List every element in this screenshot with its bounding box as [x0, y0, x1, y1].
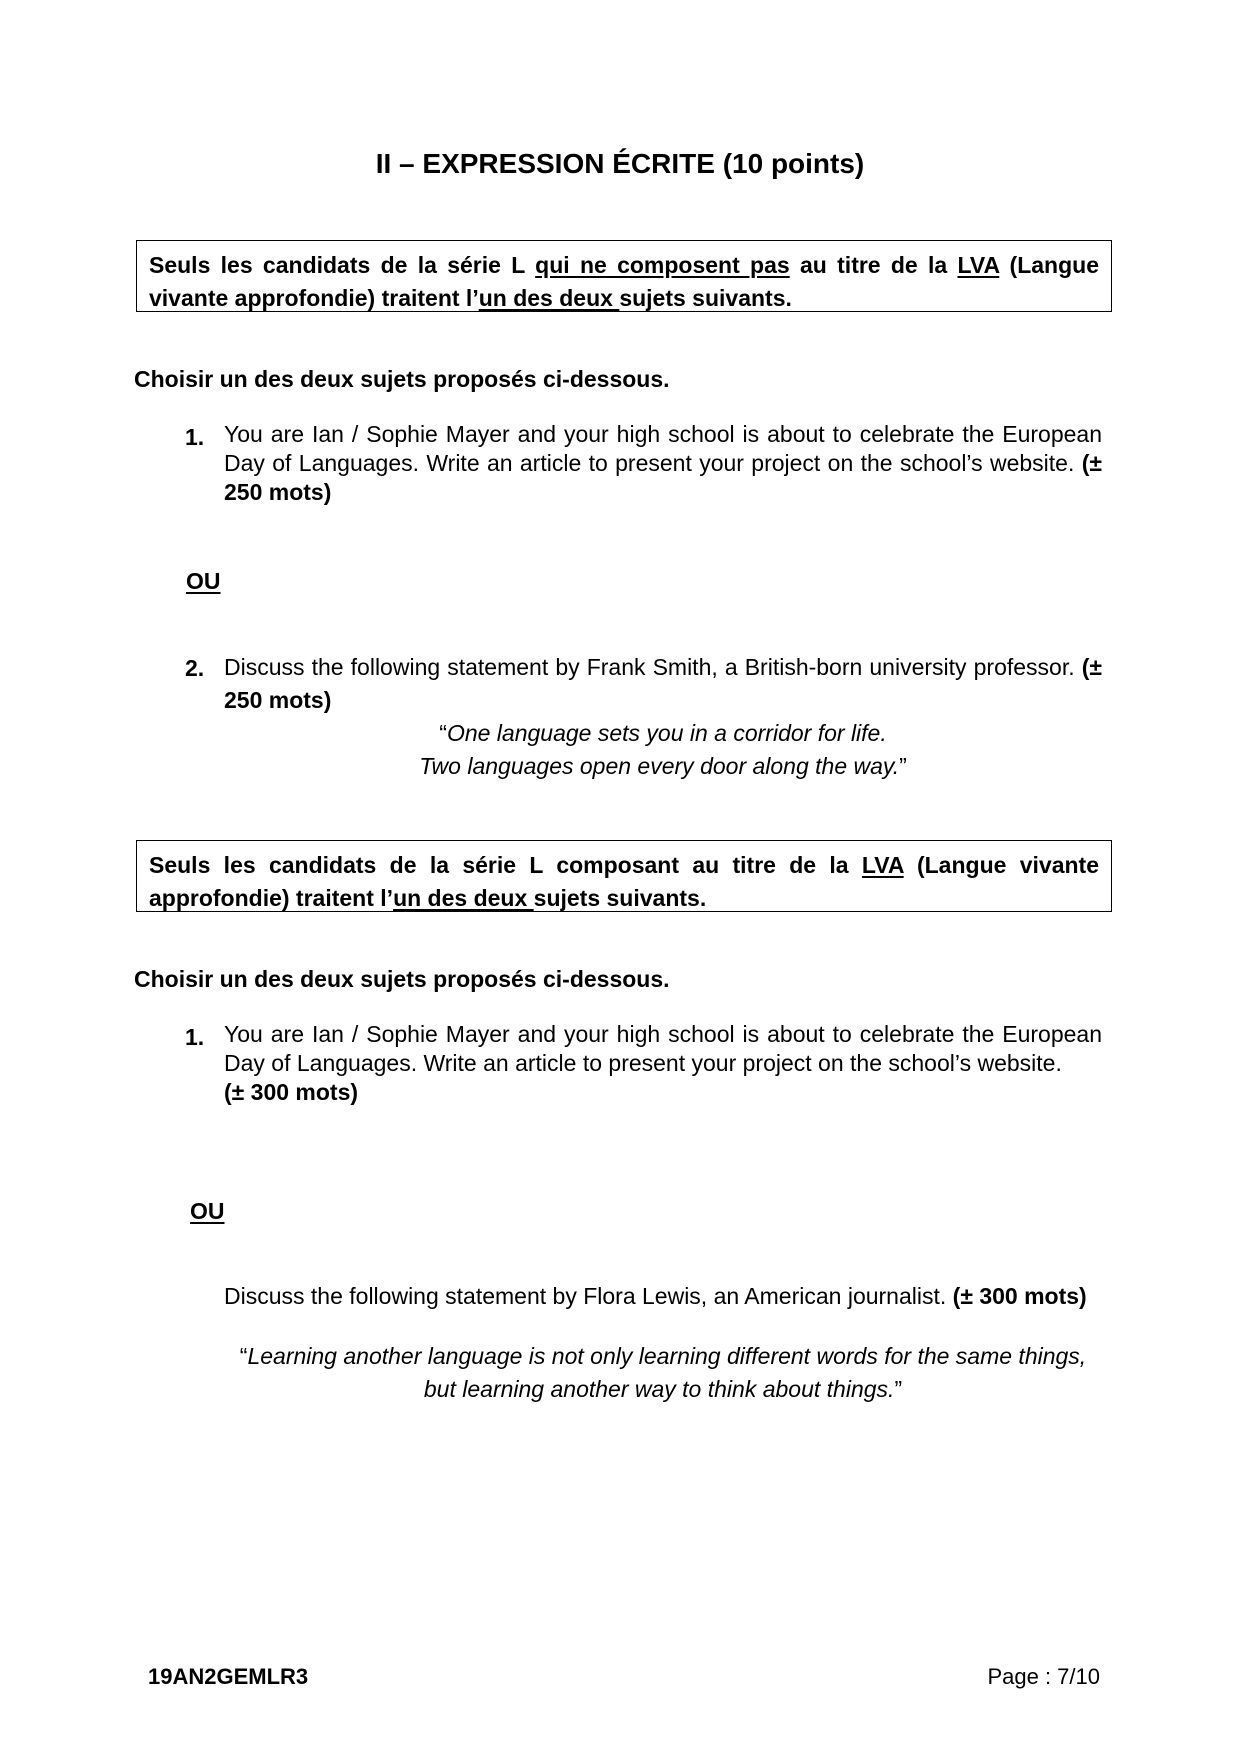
notice-underlined-text: qui ne composent pas: [535, 252, 790, 278]
subject-number: 2.: [185, 655, 205, 681]
subject-text: [224, 1020, 1102, 1107]
word-count: (± 300 mots): [952, 1283, 1087, 1309]
notice-box-non-lva: [136, 240, 1112, 312]
notice-text: (Langue vivante approfondie) traitent l’: [149, 852, 1100, 911]
word-count: (± 250 mots): [224, 450, 1102, 505]
subject-text: [224, 1282, 1102, 1311]
notice-underlined-text: un des deux: [393, 885, 534, 911]
subject-text: [224, 420, 1102, 507]
subject-prompt: Discuss the following statement by Frank Smith, a British-born university professor.: [224, 654, 1082, 680]
notice-text: Seuls les candidats de la série L composant au titre de la: [149, 852, 862, 878]
notice-box-lva: [136, 840, 1112, 912]
quote-text: Learning another language is not only learning different words for the same things, but learning another way to think about things.: [247, 1343, 1087, 1402]
subject-prompt: Discuss the following statement by Flora Lewis, an American journalist.: [224, 1283, 953, 1309]
subject-prompt: You are Ian / Sophie Mayer and your high school is about to celebrate the European Day of Languages. Write an article to present your project on the school’s website.: [224, 421, 1102, 476]
document-code: 19AN2GEMLR3: [148, 1664, 309, 1689]
quote-line: One language sets you in a corridor for life.: [446, 720, 887, 746]
notice-underlined-text: un des deux: [478, 285, 620, 311]
notice-text: sujets suivants.: [619, 285, 792, 311]
or-label: OU: [186, 568, 221, 594]
or-label: OU: [190, 1198, 225, 1224]
notice-underlined-text: LVA: [861, 852, 904, 878]
quote-mark: ”: [894, 1376, 903, 1402]
notice-text: (Langue vivante approfondie) traitent l’: [149, 252, 1099, 311]
subject-prompt: You are Ian / Sophie Mayer and your high school is about to celebrate the European Day of Languages. Write an article to present your project on the school’s website.: [224, 1021, 1102, 1076]
word-count: (± 250 mots): [224, 654, 1102, 713]
instruction-heading: Choisir un des deux sujets proposés ci-dessous.: [134, 366, 670, 392]
notice-underlined-text: LVA: [957, 252, 1000, 278]
quotation: [224, 1340, 1102, 1406]
quote-mark: ”: [899, 753, 907, 779]
instruction-heading: Choisir un des deux sujets proposés ci-dessous.: [134, 966, 670, 992]
page-number: Page : 7/10: [987, 1664, 1100, 1689]
subject-number: 1.: [185, 424, 205, 450]
quote-line: Two languages open every door along the way.: [419, 753, 900, 779]
quotation: [224, 717, 1102, 783]
quote-mark: “: [239, 1343, 248, 1369]
subject-text: [224, 651, 1102, 717]
subject-number: 1.: [185, 1024, 205, 1050]
notice-text: Seuls les candidats de la série L: [149, 252, 536, 278]
notice-text: au titre de la: [789, 252, 958, 278]
quote-mark: “: [439, 720, 447, 746]
page-title: II – EXPRESSION ÉCRITE (10 points): [375, 148, 865, 179]
notice-text: sujets suivants.: [533, 885, 707, 911]
word-count: (± 300 mots): [224, 1079, 359, 1105]
